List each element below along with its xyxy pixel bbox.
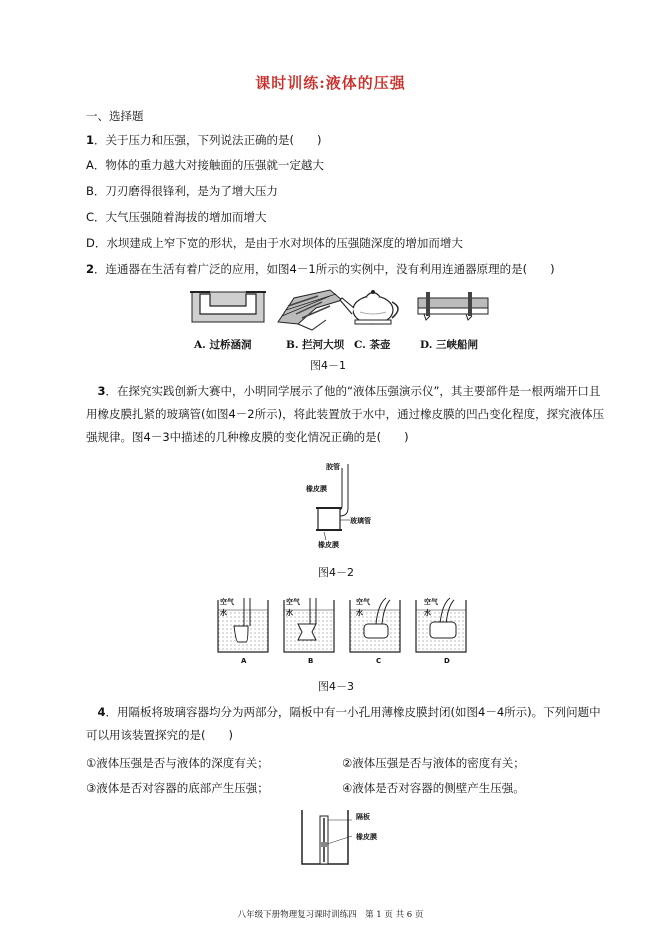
question-number: 4 [97, 705, 106, 719]
q4-item-1: ①液体压强是否与液体的深度有关； [86, 756, 269, 770]
question-text: ．连通器在生活有着广泛的应用，如图4－1所示的实例中，没有利用连通器原理的是( ) [94, 262, 555, 276]
caption-b: B. 拦河大坝 [286, 339, 345, 351]
section-heading: 一、选择题 [86, 109, 144, 123]
label-water-a: 水 [220, 609, 227, 617]
label-partition: 隔板 [356, 813, 370, 821]
ship-lock-illustration [418, 292, 488, 320]
label-water-c: 水 [356, 609, 363, 617]
question-text: ．在探究实践创新大赛中，小明同学展示了他的“液体压强演示仪”，其主要部件是一根两端开口且用橡皮膜扎紧的玻璃管(如图4－2所示)，将此装置放于水中，通过橡皮膜的凹凸变化程度，探究液体压强规律。图4－3中描述的几种橡皮膜的变化情况正确的是( ) [86, 384, 605, 444]
label-film-top: 橡皮膜 [306, 485, 327, 493]
label-glass-tube: 玻璃管 [350, 517, 371, 525]
question-text: ．关于压力和压强，下列说法正确的是( ) [94, 133, 322, 147]
q1-option-b: B．刀刃磨得很锋利，是为了增大压力 [86, 184, 278, 198]
caption-a: A. 过桥涵洞 [194, 339, 252, 351]
q4-item-4: ④液体是否对容器的侧壁产生压强。 [342, 781, 525, 795]
q1-option-d: D．水坝建成上窄下宽的形状，是由于水对坝体的压强随深度的增加而增大 [86, 236, 463, 250]
question-3 [86, 380, 606, 449]
figure-label-4-3: 图4－3 [318, 680, 354, 693]
label-film-bottom: 橡皮膜 [318, 541, 339, 549]
page-title: 课时训练:液体的压强 [255, 74, 406, 92]
label-air-d: 空气 [424, 598, 438, 606]
question-number: 3 [97, 384, 106, 398]
q4-item-2: ②液体压强是否与液体的密度有关； [342, 756, 525, 770]
dam-illustration [278, 290, 342, 330]
page-footer: 八年级下册物理复习课时训练四 第 1 页 共 6 页 [237, 910, 424, 920]
label-film: 橡皮膜 [356, 833, 377, 841]
q1-option-a: A．物体的重力越大对接触面的压强就一定越大 [86, 158, 324, 172]
letter-d: D [444, 657, 450, 665]
letter-c: C [376, 657, 382, 665]
question-text: ．用隔板将玻璃容器均分为两部分，隔板中有一小孔用薄橡皮膜封闭(如图4－4所示)。下列问题中可以用该装置探究的是( ) [86, 705, 601, 742]
caption-c: C. 茶壶 [354, 339, 391, 351]
figure-4-1 [190, 286, 490, 334]
culvert-illustration [190, 292, 266, 322]
question-number: 1 [86, 133, 95, 147]
q1-option-c: C．大气压强随着海拔的增加而增大 [86, 210, 267, 224]
letter-b: B [308, 657, 314, 665]
teapot-illustration [340, 290, 398, 324]
letter-a: A [241, 657, 247, 665]
figure-label-4-1: 图4－1 [310, 359, 346, 372]
label-tube: 胶管 [326, 463, 340, 471]
figure-label-4-2: 图4－2 [318, 566, 354, 579]
question-2 [86, 261, 555, 277]
caption-d: D. 三峡船闸 [420, 339, 479, 351]
figure-4-4 [300, 806, 360, 868]
question-4 [86, 701, 606, 747]
label-air-b: 空气 [286, 598, 300, 606]
label-water-d: 水 [424, 609, 431, 617]
label-air-a: 空气 [220, 598, 234, 606]
question-number: 2 [86, 262, 95, 276]
q4-item-3: ③液体是否对容器的底部产生压强； [86, 781, 269, 795]
label-air-c: 空气 [356, 598, 370, 606]
question-1 [86, 132, 322, 148]
label-water-b: 水 [286, 609, 293, 617]
